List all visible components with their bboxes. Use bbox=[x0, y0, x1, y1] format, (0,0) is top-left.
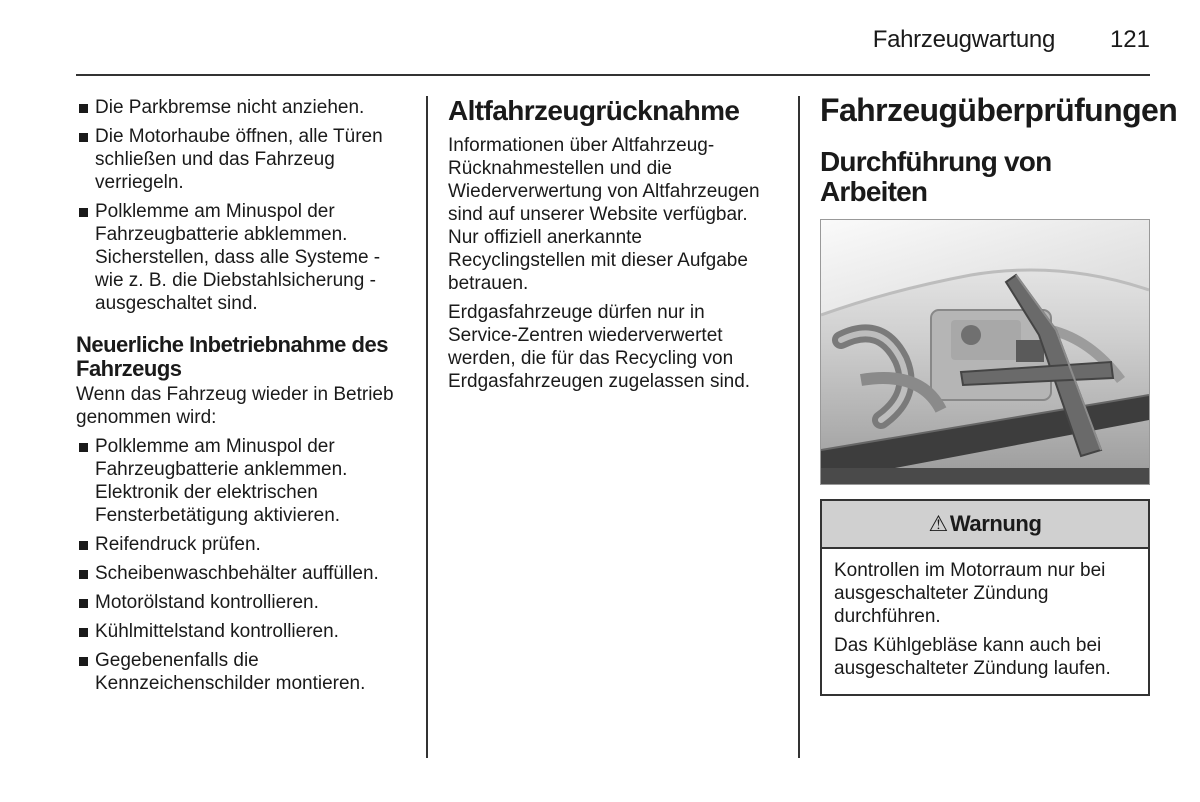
warning-box bbox=[820, 499, 1150, 696]
warning-paragraph: Das Kühlgebläse kann auch bei ausgeschalteter Zündung laufen. bbox=[834, 635, 1111, 679]
page-number: 121 bbox=[1109, 26, 1150, 53]
list-item: Gegebenenfalls die Kennzeichenschilder montieren. bbox=[76, 649, 406, 695]
heading-vehicle-checks: Fahrzeugüberprüfungen bbox=[820, 92, 1178, 128]
list-item: Reifendruck prüfen. bbox=[76, 533, 406, 556]
bullet-list-recommissioning bbox=[76, 435, 406, 695]
column-divider-1 bbox=[426, 96, 428, 758]
subheading-performing-work: Durchführung von Arbeiten bbox=[820, 146, 1052, 207]
column-divider-2 bbox=[798, 96, 800, 758]
subheading-recommissioning: Neuerliche Inbetriebnahme des Fahrzeugs bbox=[76, 332, 388, 381]
warning-paragraph: Kontrollen im Motorraum nur bei ausgeschalteter Zündung durchführen. bbox=[834, 560, 1106, 627]
list-item: Die Parkbremse nicht anziehen. bbox=[76, 96, 406, 119]
list-item: Polklemme am Minuspol der Fahrzeugbatterie abklemmen. Sicherstellen, dass alle Systeme - wie z. B. die Diebstahlsicherung - ausgeschaltet sind. bbox=[76, 200, 406, 315]
list-item: Polklemme am Minuspol der Fahrzeugbatterie anklemmen. Elektronik der elektrischen Fensterbetätigung aktivieren. bbox=[76, 435, 406, 527]
column-middle bbox=[448, 90, 778, 399]
column-left bbox=[76, 90, 406, 701]
engine-bay-photo bbox=[820, 219, 1150, 485]
paragraph: Informationen über Altfahrzeug-Rücknahmestellen und die Wiederverwertung von Altfahrzeugen sind auf unserer Website verfügbar. Nur offiziell anerkannte Recyclingstellen mit dieser Aufgabe betrauen. bbox=[448, 135, 760, 294]
page-header-title: Fahrzeugwartung bbox=[872, 26, 1055, 53]
list-item: Kühlmittelstand kontrollieren. bbox=[76, 620, 406, 643]
intro-text: Wenn das Fahrzeug wieder in Betrieb genommen wird: bbox=[76, 384, 394, 428]
list-item: Motorölstand kontrollieren. bbox=[76, 591, 406, 614]
heading-recycling: Altfahrzeugrücknahme bbox=[448, 95, 740, 126]
warning-title: Warnung bbox=[949, 511, 1042, 536]
list-item: Scheibenwaschbehälter auffüllen. bbox=[76, 562, 406, 585]
warning-body bbox=[822, 549, 1148, 694]
warning-header bbox=[822, 501, 1148, 549]
warning-triangle-icon: ⚠ bbox=[928, 511, 948, 536]
header-divider bbox=[76, 74, 1150, 76]
column-right bbox=[820, 90, 1178, 696]
paragraph: Erdgasfahrzeuge dürfen nur in Service-Zentren wiederverwertet werden, die für das Recycling von Erdgasfahrzeugen zugelassen sind. bbox=[448, 302, 751, 392]
list-item: Die Motorhaube öffnen, alle Türen schließen und das Fahrzeug verriegeln. bbox=[76, 125, 406, 194]
bullet-list-shutdown bbox=[76, 96, 406, 315]
